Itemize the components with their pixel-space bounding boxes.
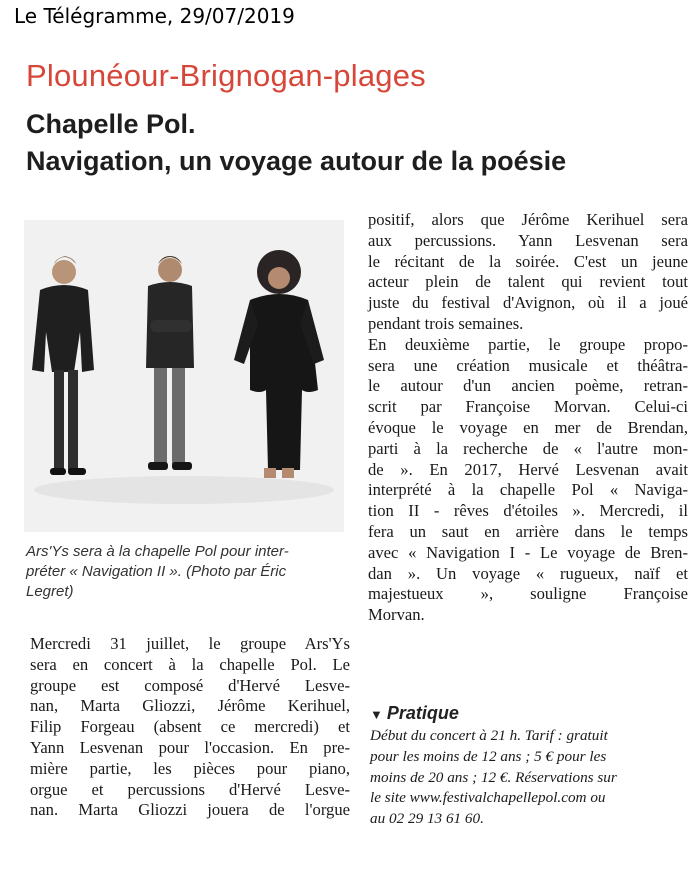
caption-line: préter « Navigation II ». (Photo par Éric: [26, 563, 287, 580]
body-line: groupe est composé d'Hervé Lesve-: [30, 675, 350, 695]
body-line: sera en concert à la chapelle Pol. Le: [30, 654, 350, 674]
body-line: orgue et percussions d'Hervé Lesve-: [30, 779, 350, 799]
group-photo-illustration: [24, 220, 344, 532]
body-line: parti à la recherche de « l'autre mon-: [368, 438, 688, 458]
pratique-line: le site www.festivalchapellepol.com ou: [370, 789, 606, 807]
pratique-line: moins de 20 ans ; 12 €. Réservations sur: [370, 768, 617, 786]
body-line: majestueux », souligne Françoise: [368, 584, 688, 604]
body-line: Filip Forgeau (absent ce mercredi) et: [30, 717, 350, 737]
body-line: dan ». Un voyage « rugueux, naïf et: [368, 563, 688, 583]
pratique-line: pour les moins de 12 ans ; 5 € pour les: [370, 747, 607, 765]
body-line: Mercredi 31 juillet, le groupe Ars'Ys: [30, 634, 350, 653]
photo-caption: [26, 542, 346, 602]
body-line: nan. Marta Gliozzi jouera de l'orgue: [30, 800, 350, 820]
triangle-down-icon: ▼: [370, 707, 383, 722]
pratique-line: Début du concert à 21 h. Tarif : gratuit: [370, 727, 608, 744]
body-line: le récitant de la soirée. C'est un jeune: [368, 251, 688, 271]
body-line: le autour d'un ancien poème, retran-: [368, 376, 688, 396]
body-line: tion II - rêves d'étoiles ». Mercredi, il: [368, 501, 688, 521]
body-line: Yann Lesvenan pour l'occasion. En pre-: [30, 737, 350, 757]
body-line: acteur plein de talent qui revient tout: [368, 272, 688, 292]
body-line: nan, Marta Gliozzi, Jérôme Kerihuel,: [30, 696, 350, 716]
body-line: fera un saut en arrière dans le temps: [368, 521, 688, 541]
body-line: de ». En 2017, Hervé Lesvenan avait: [368, 459, 688, 479]
headline-line: Navigation, un voyage autour de la poésie: [26, 146, 567, 176]
body-line: aux percussions. Yann Lesvenan sera: [368, 230, 688, 250]
article-headline: [26, 106, 686, 180]
body-line: pendant trois semaines.: [368, 313, 524, 333]
body-line: En deuxième partie, le groupe propo-: [368, 334, 688, 354]
article-column-left: [30, 634, 350, 821]
town-rubric: Plounéour-Brignogan-plages: [26, 58, 426, 93]
body-line: scrit par Françoise Morvan. Celui-ci: [368, 397, 688, 417]
headline-line: Chapelle Pol.: [26, 109, 196, 139]
group-photo: [24, 220, 344, 532]
body-line: évoque le voyage en mer de Brendan,: [368, 417, 688, 437]
body-line: mière partie, les pièces pour piano,: [30, 758, 350, 778]
pratique-title: Pratique: [386, 703, 459, 723]
source-and-date: Le Télégramme, 29/07/2019: [14, 4, 295, 28]
pratique-heading: [370, 703, 459, 724]
body-line: avec « Navigation I - Le voyage de Bren-: [368, 542, 688, 562]
body-line: positif, alors que Jérôme Kerihuel sera: [368, 210, 688, 229]
caption-line: Legret): [26, 583, 74, 600]
caption-line: Ars'Ys sera à la chapelle Pol pour inter-: [26, 543, 289, 560]
pratique-box: [370, 726, 690, 830]
body-line: interprété à la chapelle Pol « Naviga-: [368, 480, 688, 500]
article-column-right: [368, 210, 688, 626]
body-line: sera une création musicale et théâtra-: [368, 355, 688, 375]
pratique-line: au 02 29 13 61 60.: [370, 810, 484, 828]
body-line: juste du festival d'Avignon, où il a joué: [368, 293, 688, 313]
body-line: Morvan.: [368, 605, 425, 625]
